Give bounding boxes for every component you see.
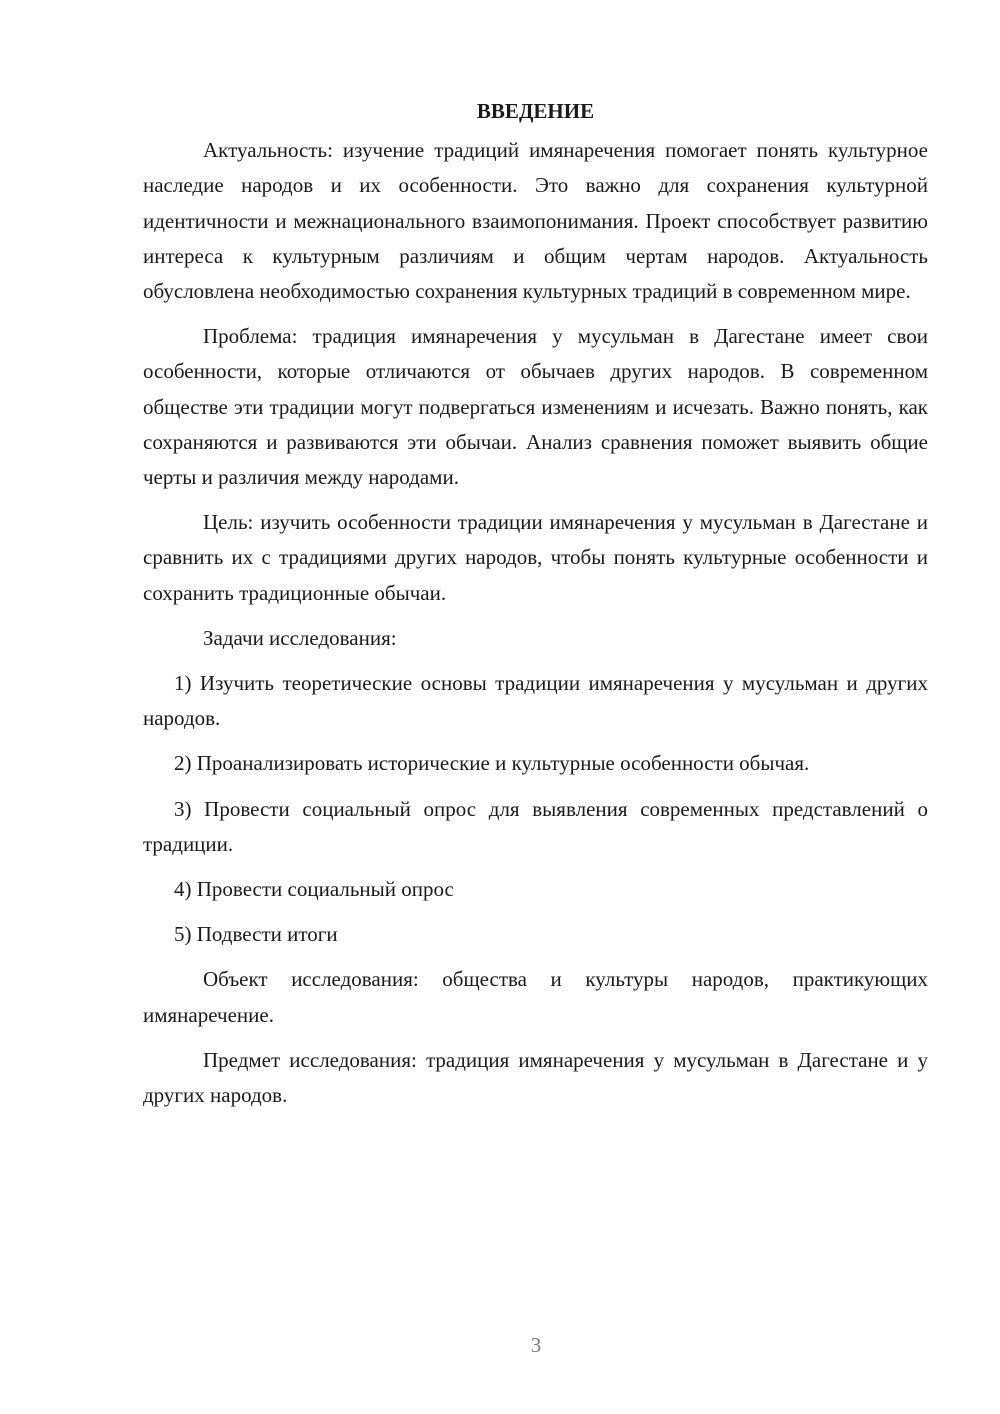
paragraph-goal: Цель: изучить особенности традиции имянаречения у мусульман в Дагестане и сравнить их с традициями других народов, чтобы понять культурные особенности и сохранить традиционные обычаи. — [143, 510, 928, 605]
task-item-1: 1) Изучить теоретические основы традиции имянаречения у мусульман и других народов. — [143, 671, 928, 731]
paragraph-tasks-heading: Задачи исследования: — [203, 625, 397, 650]
page-number: 3 — [530, 1333, 542, 1357]
task-item-3: 3) Провести социальный опрос для выявления современных представлений о традиции. — [143, 796, 928, 856]
document-title: ВВЕДЕНИЕ — [476, 99, 595, 123]
task-item-2: 2) Проанализировать исторические и культурные особенности обычая. — [174, 751, 810, 776]
document-page — [143, 94, 928, 1123]
paragraph-object: Объект исследования: общества и культуры народов, практикующих имянаречение. — [143, 967, 928, 1027]
paragraph-subject: Предмет исследования: традиция имянаречения у мусульман в Дагестане и у других народов. — [143, 1047, 928, 1108]
paragraph-relevance: Актуальность: изучение традиций имянаречения помогает понять культурное наследие народов и их особенности. Это важно для сохранения культурной идентичности и межнационального взаимопонимания. Проект способствует развитию интереса к культурным различиям и общим чертам народов. Актуальность обусловлена необходимостью сохранения культурных традиций в современном мире. — [143, 138, 928, 304]
task-item-5: 5) Подвести итоги — [174, 922, 338, 947]
paragraph-problem: Проблема: традиция имянаречения у мусульман в Дагестане имеет свои особенности, которые отличаются от обычаев других народов. В современном обществе эти традиции могут подвергаться изменениям и исчезать. Важно понять, как сохраняются и развиваются эти обычаи. Анализ сравнения поможет выявить общие черты и различия между народами. — [143, 324, 928, 490]
task-item-4: 4) Провести социальный опрос — [174, 877, 454, 902]
